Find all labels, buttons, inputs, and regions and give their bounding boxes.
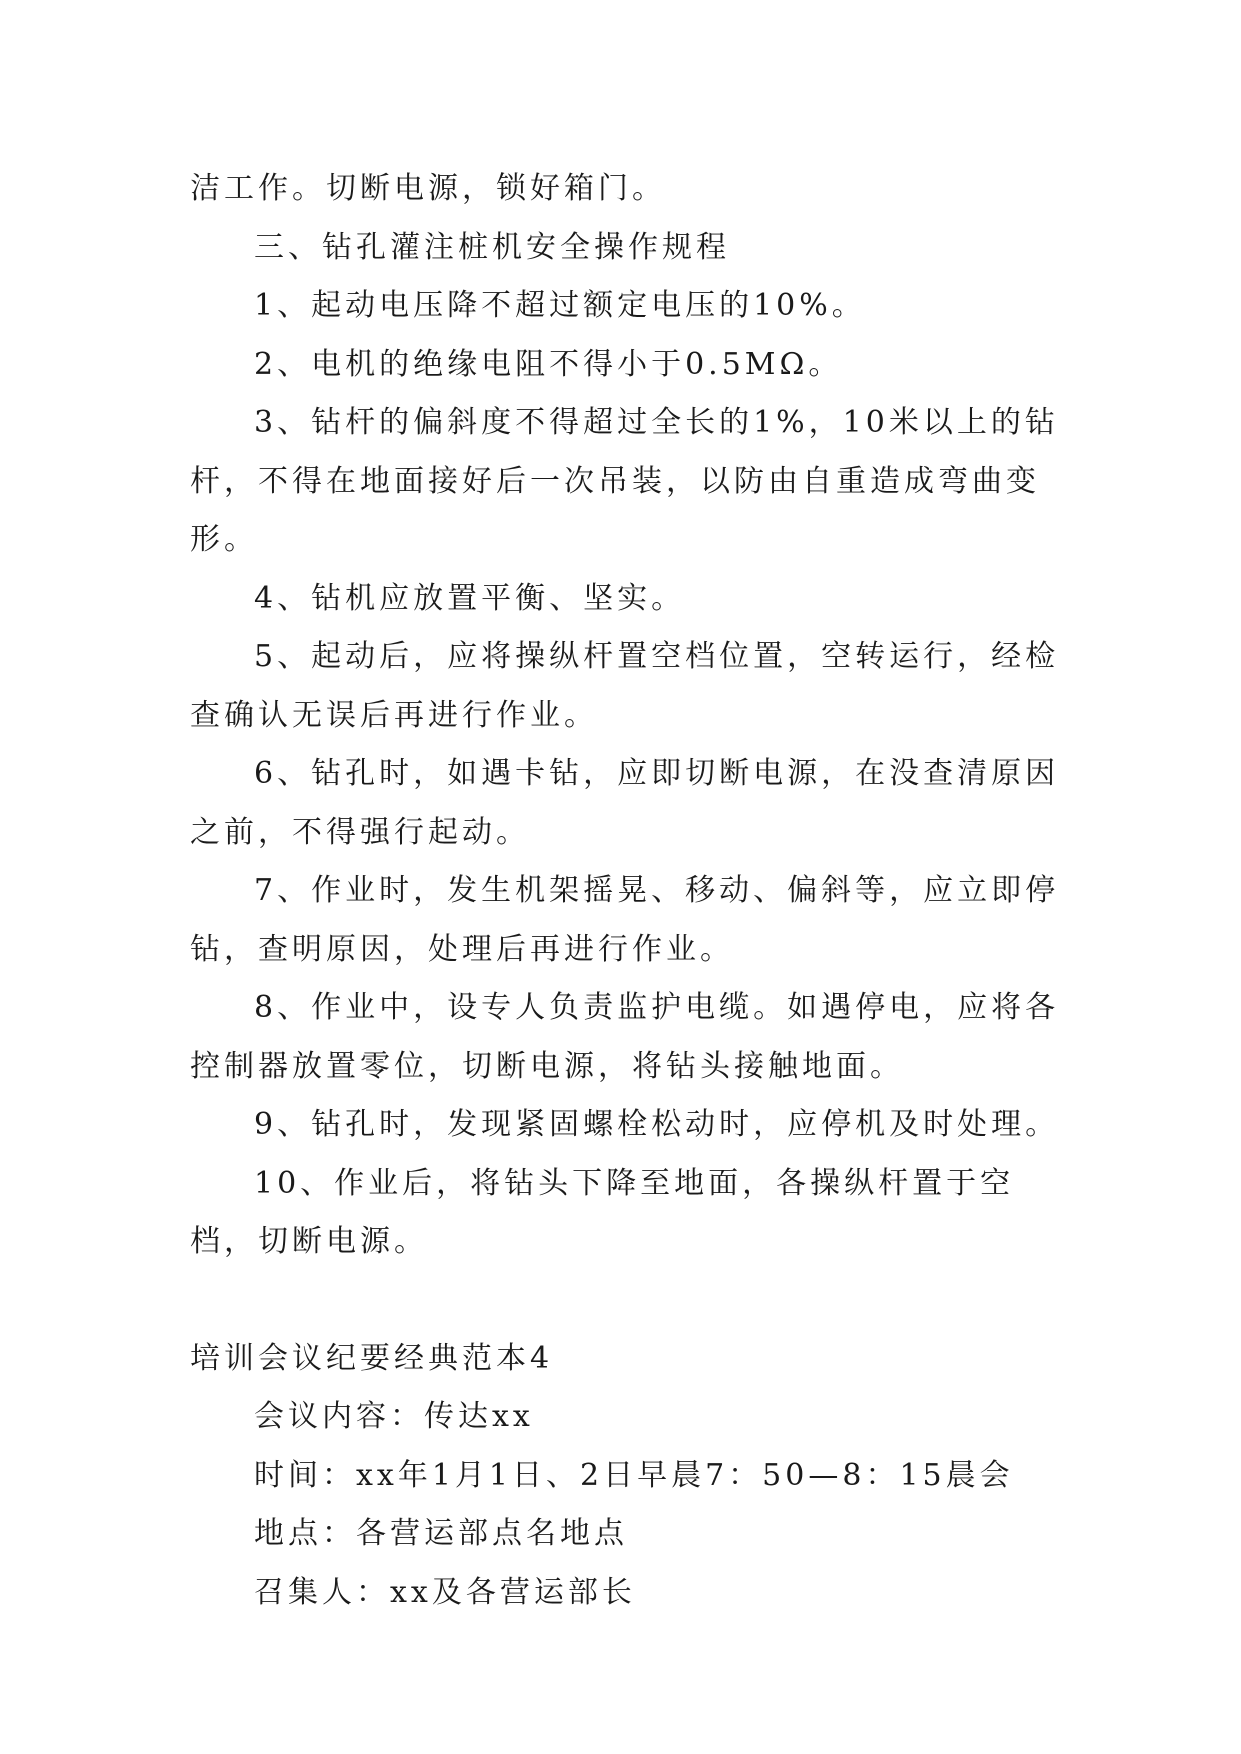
next-document-title: 培训会议纪要经典范本4 [190,1340,554,1376]
rule-9: 9、钻孔时，发现紧固螺栓松动时，应停机及时处理。 [254,1107,1060,1142]
rule-2: 2、电机的绝缘电阻不得小于0.5MΩ。 [254,346,843,382]
continuation-paragraph: 洁工作。切断电源，锁好箱门。 [190,171,666,206]
rule-7: 7、作业时，发生机架摇晃、移动、偏斜等，应立即停钻，查明原因，处理后再进行作业。 [190,873,1060,967]
section-heading: 三、钻孔灌注桩机安全操作规程 [254,229,730,265]
meeting-time: 时间：xx年1月1日、2日早晨7：50—8：15晨会 [254,1457,1014,1493]
rule-5: 5、起动后，应将操纵杆置空档位置，空转运行，经检查确认无误后再进行作业。 [190,639,1060,733]
rule-3: 3、钻杆的偏斜度不得超过全长的1%，10米以上的钻杆，不得在地面接好后一次吊装，以防由自重造成弯曲变形。 [190,405,1059,557]
rule-1: 1、起动电压降不超过额定电压的10%。 [254,288,866,323]
meeting-convener: 召集人：xx及各营运部长 [254,1574,636,1610]
meeting-place: 地点：各营运部点名地点 [254,1516,628,1551]
rule-8: 8、作业中，设专人负责监护电缆。如遇停电，应将各控制器放置零位，切断电源，将钻头接触地面。 [190,990,1060,1084]
meeting-content: 会议内容：传达xx [254,1399,534,1434]
document-body [190,160,1070,1622]
rule-10: 10、作业后，将钻头下降至地面，各操纵杆置于空档，切断电源。 [190,1165,1015,1259]
section-gap [190,1272,1070,1330]
rule-6: 6、钻孔时，如遇卡钻，应即切断电源，在没查清原因之前，不得强行起动。 [190,756,1060,850]
rule-4: 4、钻机应放置平衡、坚实。 [254,580,686,616]
